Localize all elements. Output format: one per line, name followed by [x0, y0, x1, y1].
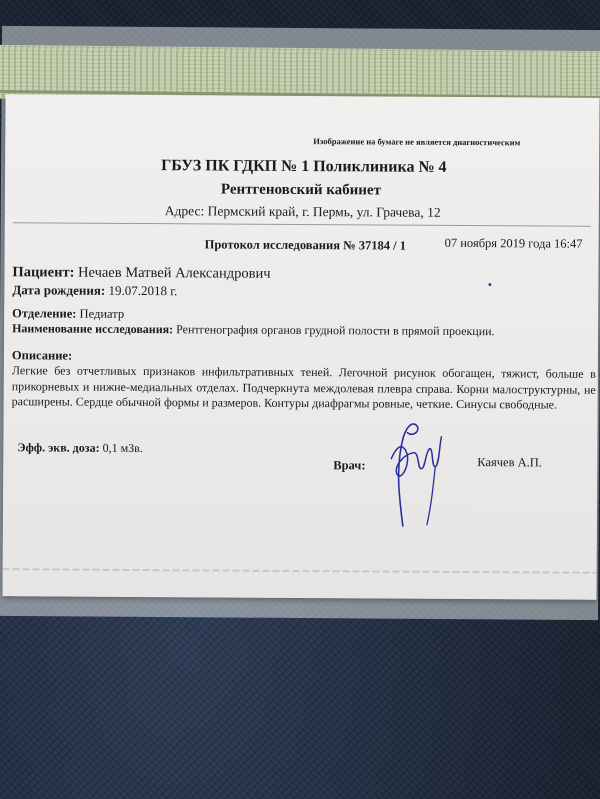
ink-dot: [488, 283, 491, 286]
study-value: Рентгенография органов грудной полости в прямой проекции.: [176, 322, 495, 339]
dob-value: 19.07.2018 г.: [108, 282, 178, 299]
dob-row: [12, 282, 177, 299]
description-text: Легкие без отчетливых признаков инфильтративных теней. Легочной рисунок обогащен, тяжист, больше в прикорневых и нижне-медиальных отделах. Подчеркнута междолевая плевра справа. Корни малоструктурны, не расширены. Сердце обычной формы и размеров. Контуры диафрагмы ровные, четкие. Синусы свободные.: [11, 363, 596, 412]
department-title: Рентгеновский кабинет: [220, 181, 382, 199]
dob-label: Дата рождения:: [12, 282, 106, 298]
department-value: Педиатр: [79, 306, 125, 321]
dose-label: Эфф. экв. доза:: [17, 440, 100, 455]
patient-name: Нечаев Матвей Александрович: [78, 264, 271, 282]
department-row: [12, 306, 124, 322]
doctor-signature: [373, 396, 454, 526]
patient-row: [12, 264, 270, 283]
doctor-name: Каячев А.П.: [477, 455, 542, 470]
protocol-number: Протокол исследования № 37184 / 1: [204, 237, 407, 253]
study-label: Наименование исследования:: [12, 321, 174, 337]
study-datetime: 07 ноября 2019 года 16:47: [444, 235, 583, 251]
study-row: [12, 321, 495, 339]
xray-report-paper: [2, 94, 599, 600]
dose-row: [17, 440, 143, 456]
department-label: Отделение:: [12, 306, 77, 321]
dose-value: 0,1 мЗв.: [102, 440, 143, 456]
address: Адрес: Пермский край, г. Пермь, ул. Грачева, 12: [164, 203, 441, 220]
perforation-line: [3, 568, 597, 574]
disclaimer-text: Изображение на бумаге не является диагностическим: [313, 136, 521, 148]
doctor-label: Врач:: [333, 458, 366, 473]
description-label: Описание:: [11, 348, 73, 363]
patient-label: Пациент:: [12, 264, 75, 281]
organization-name: ГБУЗ ПК ГДКП № 1 Поликлиника № 4: [161, 157, 447, 176]
header-divider: [13, 222, 591, 227]
